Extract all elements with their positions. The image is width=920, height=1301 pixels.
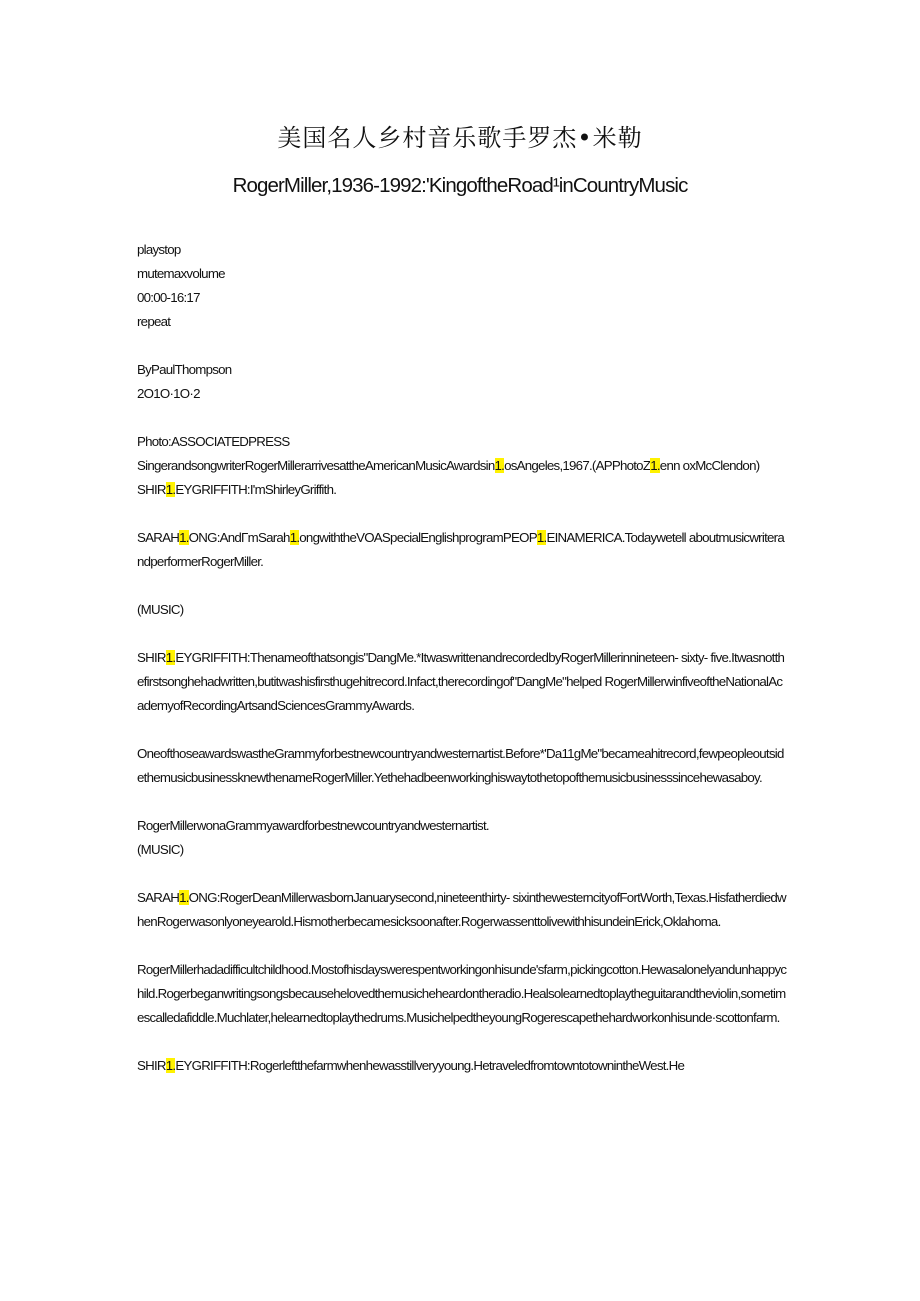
- shirley-paragraph-2: SHIR1.EYGRIFFITH:Rogerleftthefarmwhenhewasstillveryyoung.HetraveledfromtowntotownintheWest.He: [137, 1058, 685, 1073]
- highlight-mark: 1.: [289, 530, 300, 545]
- byline: ByPaulThompson: [137, 362, 232, 377]
- highlight-mark: 1.: [179, 890, 189, 905]
- player-controls-line: playstop: [137, 242, 181, 257]
- highlight-mark: 1.: [536, 530, 547, 545]
- highlight-mark: 1.: [179, 530, 189, 545]
- sarah-intro: SARAH1.ONG:AndΓmSarah1.ongwiththeVOASpecialEnglishprogramPEOP1.EINAMERICA.Todaywetell aboutmusicwriterandperformerRogerMiller.: [137, 530, 784, 569]
- highlight-mark: 1.: [165, 1058, 176, 1073]
- date: 2O1O·1O·2: [137, 386, 200, 401]
- childhood-paragraph: RogerMillerhadadifficultchildhood.Mostofhisdayswerespentworkingonhisunde'sfarm,pickingcotton.Hewasalonelyandunhappychild.Rogerbeganwritingsongsbecausehelovedthemusicheheardontheradio.Healsolearnedtoplaytheguitarandtheviolin,sometimescalledafiddle.Muchlater,helearnedtoplaythedrums.MusichelpedtheyoungRogerescapethehardworkonhisunde·scottonfarm.: [137, 962, 787, 1025]
- photo-caption: SingerandsongwriterRogerMillerarrivesattheAmericanMusicAwardsin1.osAngeles,1967.(APPhotoZ1.enn oxMcClendon): [137, 458, 760, 473]
- grammy-line: RogerMillerwonaGrammyawardforbestnewcountryandwesternartist.: [137, 818, 489, 833]
- music-cue: (MUSIC): [137, 842, 184, 857]
- player-time-line: 00:00-16:17: [137, 290, 200, 305]
- player-volume-line: mutemaxvolume: [137, 266, 225, 281]
- highlight-mark: 1.: [165, 650, 176, 665]
- photo-credit: Photo:ASSOCIATEDPRESS: [137, 434, 290, 449]
- highlight-mark: 1.: [494, 458, 505, 473]
- shirley-paragraph-1: SHIR1.EYGRIFFITH:Thenameofthatsongis"DangMe.*ItwaswrittenandrecordedbyRogerMillerinnineteen- sixty- five.Itwasnotthefirstsonghehadwritten,butitwashisfirsthugehitrecord.Infact,therecordingof"DangMe"helped RogerMillerwinfiveoftheNationalAcademyofRecordingArtsandSciencesGrammyAwards.: [137, 650, 785, 713]
- awards-paragraph: OneofthoseawardswastheGrammyforbestnewcountryandwesternartist.Before*'Da11gMe"becameahitrecord,fewpeopleoutsidethemusicbusinessknewthenameRogerMiller.Yethehadbeenworkinghiswaytothetopofthemusicbusinesssincehewasaboy.: [137, 746, 784, 785]
- shirley-intro: SHIR1.EYGRIFFITH:I'mShirleyGriffith.: [137, 482, 337, 497]
- sarah-paragraph-1: SARAH1.ONG:RogerDeanMillerwasbornJanuarysecond,nineteenthirty- sixinthewesterncityofFortWorth,Texas.HisfatherdiedwhenRogerwasonlyoneyearold.Hismotherbecamesicksoonafter.RogerwassenttolivewithhisundeinErick,Oklahoma.: [137, 890, 786, 929]
- highlight-mark: 1.: [650, 458, 660, 473]
- title-chinese: 美国名人乡村音乐歌手罗杰•米勒: [277, 124, 643, 152]
- title-english: RogerMiller,1936-1992:'KingoftheRoad¹inCountryMusic: [232, 174, 688, 197]
- highlight-mark: 1.: [165, 482, 176, 497]
- music-cue: (MUSIC): [137, 602, 184, 617]
- article-body: [137, 238, 787, 1078]
- player-repeat-line: repeat: [137, 314, 171, 329]
